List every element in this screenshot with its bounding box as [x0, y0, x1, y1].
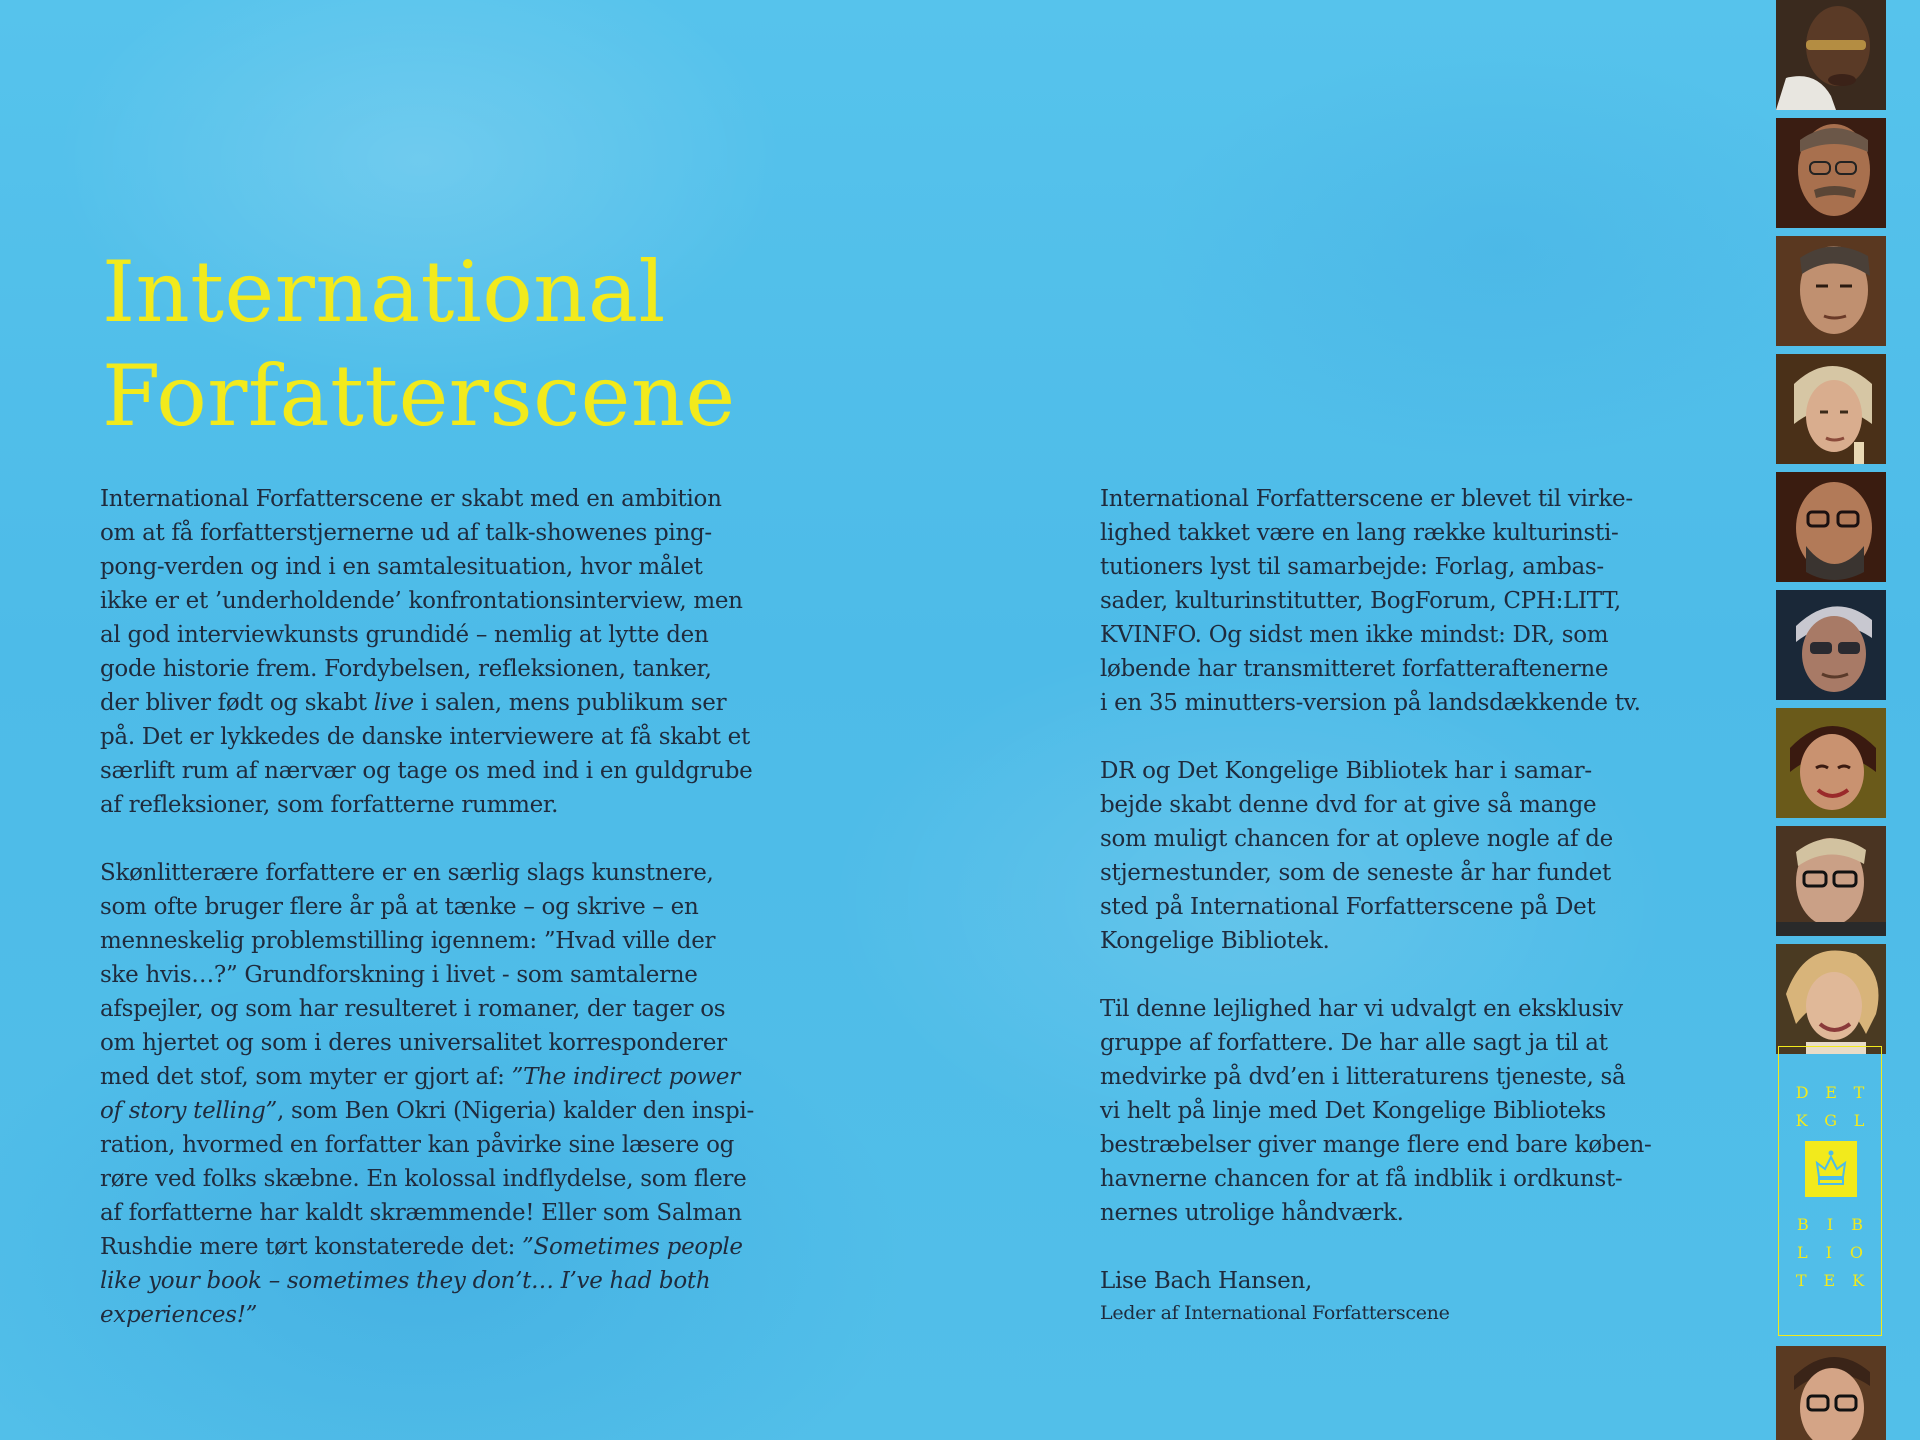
- logo-letter: L: [1796, 1243, 1808, 1262]
- text-fragment: , som Ben Okri (Nigeria) kalder den inspi-: [276, 1098, 754, 1124]
- text-line: [100, 686, 820, 720]
- text-line: sader, kulturinstitutter, BogForum, CPH:LITT,: [1100, 588, 1621, 614]
- royal-library-logo: [1778, 1046, 1882, 1336]
- text-line: [100, 1230, 820, 1264]
- text-line: Kongelige Bibliotek.: [1100, 928, 1330, 954]
- text-line: DR og Det Kongelige Bibliotek har i samar-: [1100, 758, 1592, 784]
- text-line: [100, 1060, 820, 1094]
- text-fragment: Rushdie mere tørt konstaterede det:: [100, 1234, 516, 1260]
- text-line: Skønlitterære forfattere er en særlig slags kunstnere,: [100, 860, 714, 886]
- logo-letter: O: [1849, 1243, 1863, 1262]
- logo-letter: B: [1851, 1215, 1863, 1234]
- text-line: stjernestunder, som de seneste år har fundet: [1100, 860, 1611, 886]
- logo-letter: I: [1825, 1243, 1832, 1262]
- logo-letter: E: [1825, 1083, 1837, 1102]
- text-line: på. Det er lykkedes de danske interviewere at få skabt et: [100, 724, 750, 750]
- text-fragment-italic: ”Sometimes people: [522, 1234, 743, 1260]
- text-line: tutioners lyst til samarbejde: Forlag, ambas-: [1100, 554, 1604, 580]
- logo-letter: L: [1853, 1111, 1865, 1130]
- text-line: al god interviewkunsts grundidé – nemlig at lytte den: [100, 622, 709, 648]
- text-line: medvirke på dvd’en i litteraturens tjeneste, så: [1100, 1064, 1626, 1090]
- intro-text-right-column: [1100, 482, 1740, 1328]
- text-line: havnerne chancen for at få indblik i ordkunst-: [1100, 1166, 1623, 1192]
- text-line: International Forfatterscene er skabt med en ambition: [100, 486, 722, 512]
- text-fragment: der bliver født og skabt: [100, 690, 367, 716]
- logo-letter: I: [1826, 1215, 1834, 1234]
- logo-letter: B: [1797, 1215, 1809, 1234]
- text-line: ikke er et ’underholdende’ konfrontationsinterview, men: [100, 588, 743, 614]
- author-portrait-4: [1776, 354, 1886, 464]
- text-line: menneskelig problemstilling igennem: ”Hvad ville der: [100, 928, 716, 954]
- logo-letter: T: [1853, 1083, 1865, 1102]
- text-line: røre ved folks skæbne. En kolossal indflydelse, som flere: [100, 1166, 747, 1192]
- text-fragment: i salen, mens publikum ser: [413, 690, 727, 716]
- text-line: [100, 1298, 820, 1332]
- logo-letter: D: [1795, 1083, 1809, 1102]
- paragraph-gap: [100, 822, 820, 856]
- text-line: bejde skabt denne dvd for at give så mange: [1100, 792, 1597, 818]
- logo-letter: E: [1823, 1271, 1836, 1290]
- text-fragment-italic: ”The indirect power: [511, 1064, 740, 1090]
- author-portrait-1: [1776, 0, 1886, 110]
- text-fragment-italic: of story telling”: [100, 1098, 277, 1124]
- text-line: vi helt på linje med Det Kongelige Biblioteks: [1100, 1098, 1606, 1124]
- text-line: bestræbelser giver mange flere end bare køben-: [1100, 1132, 1652, 1158]
- logo-row-5: [1779, 1271, 1881, 1290]
- intro-text-left-column: [100, 482, 820, 1332]
- logo-row-3: [1779, 1215, 1881, 1234]
- text-line: som muligt chancen for at opleve nogle af de: [1100, 826, 1613, 852]
- text-line: gode historie frem. Fordybelsen, refleksionen, tanker,: [100, 656, 712, 682]
- logo-row-2: [1779, 1111, 1881, 1130]
- title-line-1: International: [102, 243, 666, 341]
- logo-letter: K: [1852, 1271, 1865, 1290]
- text-line: pong-verden og ind i en samtalesituation, hvor målet: [100, 554, 703, 580]
- title-line-2: Forfatterscene: [102, 347, 736, 445]
- text-fragment: med det stof, som myter er gjort af:: [100, 1064, 505, 1090]
- text-line: løbende har transmitteret forfatteraftenerne: [1100, 656, 1609, 682]
- text-line: sted på International Forfatterscene på Det: [1100, 894, 1596, 920]
- text-line: i en 35 minutters-version på landsdækkende tv.: [1100, 690, 1641, 716]
- text-line: [100, 1094, 820, 1128]
- text-line: som ofte bruger flere år på at tænke – og skrive – en: [100, 894, 699, 920]
- author-portrait-6: [1776, 590, 1886, 700]
- paragraph-gap: [1100, 720, 1740, 754]
- text-line: ration, hvormed en forfatter kan påvirke sine læsere og: [100, 1132, 735, 1158]
- text-line: om hjertet og som i deres universalitet korresponderer: [100, 1030, 727, 1056]
- text-line: lighed takket være en lang række kulturinsti-: [1100, 520, 1619, 546]
- text-fragment-italic: live: [373, 690, 414, 716]
- logo-row-4: [1779, 1243, 1881, 1262]
- text-line: nernes utrolige håndværk.: [1100, 1200, 1404, 1226]
- text-line: afspejler, og som har resulteret i romaner, der tager os: [100, 996, 726, 1022]
- author-portrait-7: [1776, 708, 1886, 818]
- author-portrait-5: [1776, 472, 1886, 582]
- signature-name: Lise Bach Hansen,: [1100, 1268, 1312, 1294]
- text-line: af forfatterne har kaldt skræmmende! Eller som Salman: [100, 1200, 742, 1226]
- logo-letter: G: [1824, 1111, 1838, 1130]
- author-portrait-8: [1776, 826, 1886, 936]
- signature-role: Leder af International Forfatterscene: [1100, 1302, 1450, 1324]
- author-portrait-3: [1776, 236, 1886, 346]
- paragraph-gap: [1100, 958, 1740, 992]
- author-portrait-10: [1776, 1346, 1886, 1440]
- text-line: særlift rum af nærvær og tage os med ind i en guldgrube: [100, 758, 753, 784]
- text-line: om at få forfatterstjernerne ud af talk-showenes ping-: [100, 520, 712, 546]
- text-line: KVINFO. Og sidst men ikke mindst: DR, som: [1100, 622, 1609, 648]
- page-title: [102, 240, 736, 448]
- paragraph-gap: [1100, 1230, 1740, 1264]
- text-line: [100, 1264, 820, 1298]
- text-line: ske hvis…?” Grundforskning i livet - som samtalerne: [100, 962, 698, 988]
- author-portrait-2: [1776, 118, 1886, 228]
- text-line: gruppe af forfattere. De har alle sagt ja til at: [1100, 1030, 1608, 1056]
- author-portrait-strip: [1776, 0, 1890, 1440]
- logo-letter: K: [1795, 1111, 1808, 1130]
- text-line: af refleksioner, som forfatterne rummer.: [100, 792, 559, 818]
- text-line: International Forfatterscene er blevet til virke-: [1100, 486, 1633, 512]
- logo-row-1: [1779, 1083, 1881, 1102]
- author-portrait-9: [1776, 944, 1886, 1054]
- text-line: Til denne lejlighed har vi udvalgt en eksklusiv: [1100, 996, 1623, 1022]
- crown-icon: [1805, 1141, 1857, 1197]
- text-fragment-italic: experiences!”: [100, 1302, 258, 1328]
- text-fragment-italic: like your book – sometimes they don’t… I’ve had both: [100, 1268, 711, 1294]
- logo-letter: T: [1795, 1271, 1807, 1290]
